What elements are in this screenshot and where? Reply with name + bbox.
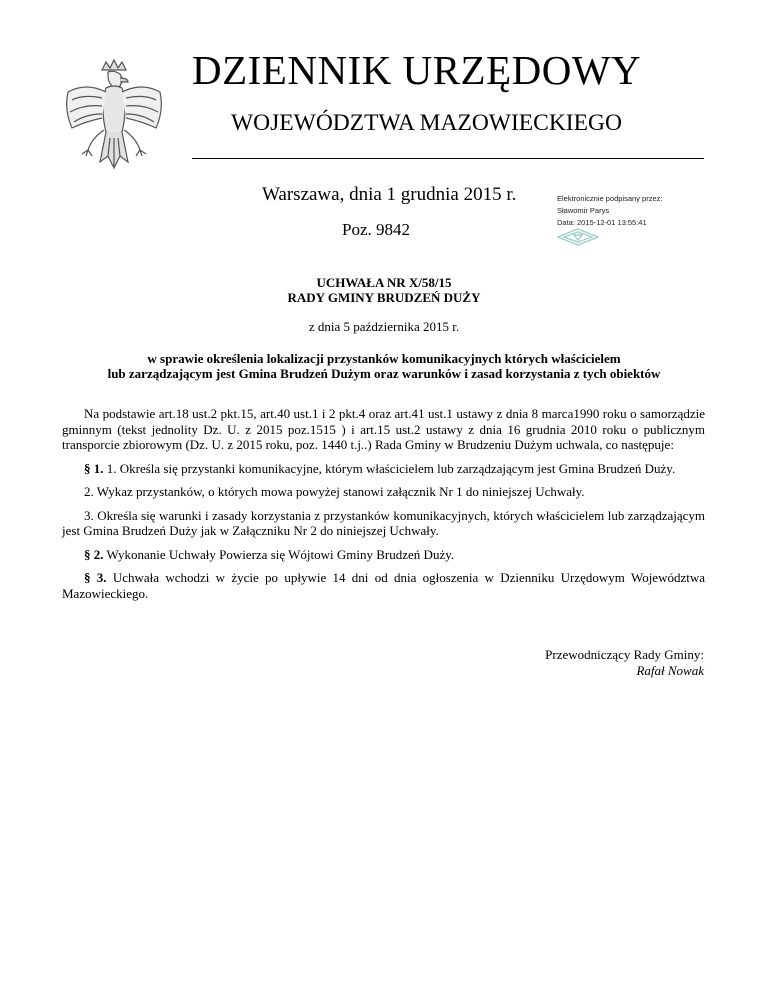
position-number: Poz. 9842 (342, 220, 410, 239)
signature-name: Sławomir Parys (557, 206, 610, 215)
signature-date: Data: 2015-12-01 13:55:41 (557, 218, 647, 227)
paragraph-1-mark: § 1. (84, 460, 104, 476)
paragraph-1-item-3: 3. Określa się warunki i zasady korzystania z przystanków komunikacyjnych, których właścicielem lub zarządzającym jest Gmina Brudzeń Duży jak w Załączniku Nr 2 do niniejszej Uchwały. (62, 507, 705, 538)
journal-title: DZIENNIK URZĘDOWY (192, 47, 642, 93)
act-title (0, 275, 768, 305)
paragraph-1-text: 1. Określa się przystanki komunikacyjne, którym właścicielem lub zarządzającym jest Gmina Brudzeń Duży. (103, 460, 676, 476)
paragraph-2-text: Wykonanie Uchwały Powierza się Wójtowi Gminy Brudzeń Duży. (103, 546, 455, 562)
signer-block (545, 647, 704, 678)
act-number: UCHWAŁA NR X/58/15 (316, 275, 452, 290)
paragraph-1-item-2: 2. Wykaz przystanków, o których mowa powyżej stanowi załącznik Nr 1 do niniejszej Uchwały. (84, 484, 585, 499)
act-body (62, 406, 705, 609)
act-subject-line2: lub zarządzającym jest Gmina Brudzeń Dużym oraz warunków i zasad korzystania z tych obiektów (107, 366, 661, 381)
header-divider (192, 158, 704, 159)
signature-seal-icon (557, 228, 599, 246)
signer-role: Przewodniczący Rady Gminy: (545, 647, 704, 662)
act-subject (0, 351, 768, 381)
act-subject-line1: w sprawie określenia lokalizacji przystanków komunikacyjnych których właścicielem (147, 351, 621, 366)
act-date: z dnia 5 października 2015 r. (308, 319, 460, 334)
signer-name: Rafał Nowak (636, 662, 704, 678)
paragraph-2-mark: § 2. (84, 546, 104, 562)
paragraph-3-mark: § 3. (84, 570, 107, 585)
electronic-signature-block (557, 193, 662, 229)
paragraph-1 (62, 461, 705, 477)
act-issuer: RADY GMINY BRUDZEŃ DUŻY (287, 290, 481, 305)
paragraph-2 (62, 547, 705, 563)
paragraph-3 (62, 570, 705, 601)
publication-date: Warszawa, dnia 1 grudnia 2015 r. (262, 184, 517, 205)
paragraph-3-text: Uchwała wchodzi w życie po upływie 14 dni od dnia ogłoszenia w Dzienniku Urzędowym Województwa Mazowieckiego. (62, 570, 706, 601)
journal-subtitle: WOJEWÓDZTWA MAZOWIECKIEGO (231, 110, 622, 136)
signature-label: Elektronicznie podpisany przez: (557, 194, 663, 203)
polish-eagle-emblem (62, 58, 166, 178)
preamble: Na podstawie art.18 ust.2 pkt.15, art.40 ust.1 i 2 pkt.4 oraz art.41 ust.1 ustawy z dnia 8 marca1990 roku o samorządzie gminnym (tekst jednolity Dz. U. z 2015 poz.1515 ) i art.15 ust.2 ustawy z dnia 16 grudnia 2010 roku o publicznym transporcie zbiorowym (Dz. U. z 2015 roku, poz. 1440 t.j..) Rada Gminy w Brudzeniu Dużym uchwala, co następuje: (62, 406, 705, 452)
